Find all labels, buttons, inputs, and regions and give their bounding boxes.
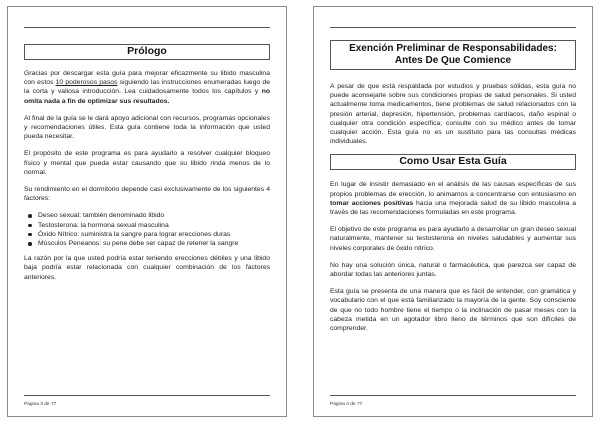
underlined-text: 10 poderosos pasos (55, 79, 118, 87)
page-number: Página 4 de 77 (330, 402, 363, 407)
bullet-list (24, 211, 270, 248)
paragraph: Su rendimiento en el dormitorio depende casi exclusivamente de los siguientes 4 factores: (24, 186, 270, 203)
paragraph: Al final de la guía se le dará apoyo adicional con recursos, programas opcionales y recomendaciones útiles. Esta guía contiene toda la información que usted pueda necesitar. (24, 114, 270, 141)
page-title: Prólogo (24, 44, 270, 60)
page-number: Página 3 de 77 (24, 402, 57, 407)
bold-text: no omita nada a fin de optimizar sus resultados. (24, 88, 270, 105)
page-left (7, 6, 287, 417)
paragraph: A pesar de que está respaldada por estudios y pruebas sólidas, esta guía no puede aconsejarle sobre sus condiciones propias de salud personales. Si usted actualmente toma medicamentos, tiene problemas de salud relacionados con la presión arterial, depresión, hipertensión, problemas cardíacos, daño espinal o cualquier otra condición específica; consulte con su médico antes de tomar cualquier acción. Esta guía no es un sustituto para las consultas médicas individuales. (330, 83, 576, 146)
paragraph-text: hacia una mejorada salud de su libido masculina a través de las recomendaciones formuladas en este programa. (330, 199, 576, 217)
list-item: Deseo sexual: también denominado libido (38, 211, 270, 220)
page-content (24, 44, 270, 290)
page-frame (24, 27, 270, 396)
paragraph-text: Gracias por descargar esta guía para mejorar eficazmente su libido masculina con estos (24, 70, 270, 87)
page-frame (330, 27, 576, 396)
paragraph (330, 180, 576, 217)
paragraph-text: siguiendo las instrucciones enumeradas luego de la corta y valiosa introducción. Lea cuidadosamente todos los capítulos y (24, 79, 271, 96)
page-content (330, 40, 576, 341)
paragraph-text: En lugar de insistir demasiado en el análisis de las causas específicas de sus propios problemas de erección, lo animamos a concentrarse con entusiasmo en (330, 181, 576, 198)
section-title-line: Exención Preliminar de Responsabilidades: (349, 43, 557, 54)
list-item: Músculos Peneanos: su pene debe ser capaz de retener la sangre (38, 239, 270, 248)
paragraph: Esta guía se presenta de una manera que es fácil de entender, con gramática y vocabulario con el que está familiarizado la mayoría de la gente. Soy consciente de que no todo hombre tiene el tiempo o la inclinación de pasar meses con la cabeza metida en un agotador libro lleno de términos que son difíciles de comprender. (330, 288, 576, 333)
paragraph (24, 69, 270, 106)
paragraph: La razón por la que usted podría estar teniendo erecciones débiles y una libido baja podría estar relacionada con cualquier combinación de los factores anteriores. (24, 255, 270, 281)
paragraph: No hay una solución única, natural o farmacéutica, que parezca ser capaz de abordar todas las anteriores juntas. (330, 261, 576, 279)
bold-text: tomar acciones positivas (330, 199, 414, 207)
paragraph: El objetivo de este programa es para ayudarlo a desarrollar un gran deseo sexual naturalmente, mantener su testosterona en niveles saludables y aumentar sus niveles corporales de óxido nítrico. (330, 226, 576, 252)
paragraph: El propósito de este programa es para ayudarlo a resolver cualquier bloqueo físico y mental que pueda estar causando que su libido rinda menos de lo normal. (24, 150, 270, 176)
section-title (330, 40, 576, 70)
section-title: Como Usar Esta Guía (330, 154, 576, 170)
section-title-line: Antes De Que Comience (394, 55, 512, 66)
list-item: Testosterona: la hormona sexual masculina (38, 221, 270, 230)
list-item: Óxido Nítrico: suministra la sangre para lograr erecciones duras (38, 230, 270, 239)
page-right (313, 6, 593, 417)
